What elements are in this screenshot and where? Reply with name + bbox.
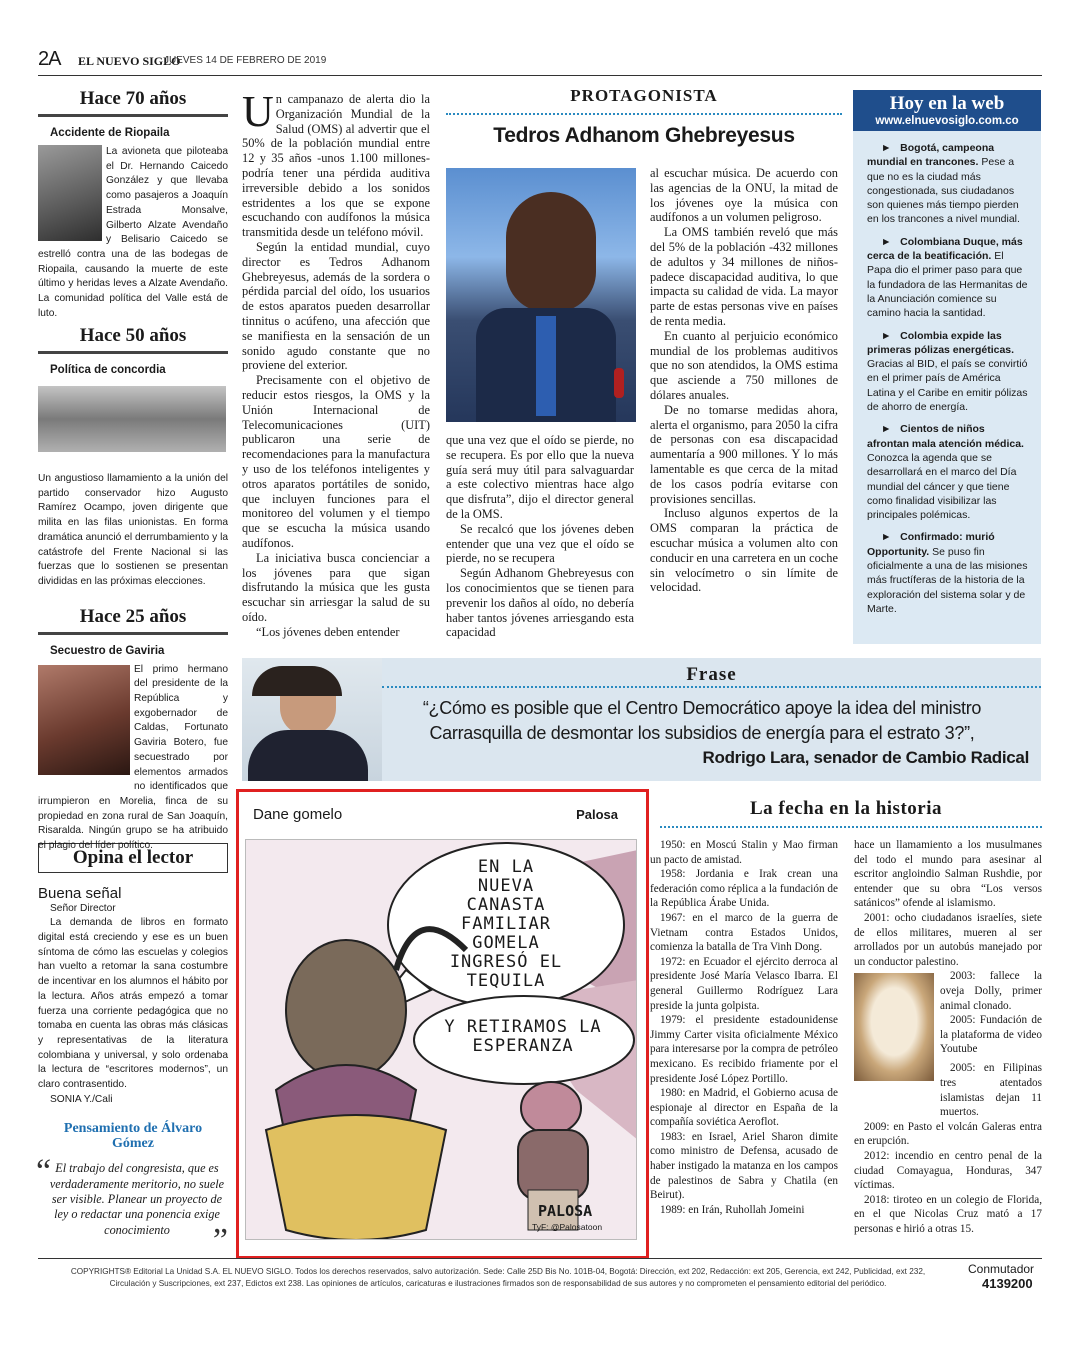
cartoon-highlight	[236, 789, 649, 1259]
historia-entry: hace un llamamiento a los musulmanes del todo el mundo para asesinar al escritor angloindio Salman Rushdie, por entender que su obra “Los versos satánicos” ofende al islamismo.	[854, 839, 1042, 910]
portrait-face	[506, 192, 596, 312]
concordia-photo	[38, 386, 226, 452]
col1-para: La iniciativa busca concienciar a los jóvenes para que sigan disfrutando la música que les gusta escuchar sin arriesgar la salud de su oído.	[242, 550, 430, 624]
conmutador-label: Conmutador	[968, 1262, 1035, 1276]
web-item[interactable]: ► Cientos de niños afrontan mala atención médica. Conozca la agenda que se desarrollará en el marco del Día mundial del cáncer y que tiene como finalidad visibilizar las principales polémicas.	[867, 423, 1024, 522]
web-item[interactable]: ► Colombiana Duque, más cerca de la beatificación. El Papa dio el primer paso para que la fundadora de las Hermanitas de la Anunciación comience su camino hacia la santidad.	[867, 235, 1028, 320]
col1-para: Según la entidad mundial, cuyo director es Tedros Adhanom Ghebreyesus, además de la sordera o pérdida parcial del oído, los usuarios de estos aparatos pueden desarrollar tinnitus o acúfeno, una afección que se manifiesta en la sensación de un sonido agudo constante que no proviene del exterior.	[242, 239, 430, 373]
frase-rule	[382, 686, 1041, 688]
opina-heading: Opina el lector	[38, 843, 228, 873]
protagonista-rule	[446, 113, 842, 115]
dolly-sheep-photo	[854, 973, 934, 1081]
portrait-hair	[252, 666, 342, 696]
historia-entry: 2003: fallece la oveja Dolly, primer animal clonado.	[940, 970, 1042, 1012]
historia-entry: 1989: en Irán, Ruhollah Jomeini	[660, 1203, 805, 1216]
frase-quote: “¿Cómo es posible que el Centro Democrático apoye la idea del ministro Carrasquilla de desmontar los subsidios de energía para el estrato 3?”,	[422, 698, 982, 743]
speech-bubble-2: Y RETIRAMOS LA ESPERANZA	[444, 1017, 602, 1056]
close-quote-icon: ”	[212, 1221, 228, 1259]
protagonista-col3	[650, 166, 838, 595]
hace25-text: El primo hermano del presidente de la República y exgobernador de Caldas, Fortunato Gaviria Botero, fue secuestrado por elementos armados no identificados que irrumpieron en Morelia, finca de su propiedad en zona rural de San Joaquín, Risaralda. Ningún grupo se ha atribuido el plagio del líder político.	[38, 663, 228, 852]
cartoon-credit: TyF: @Palosatoon	[532, 1222, 603, 1232]
hace50-heading: Hace 50 años	[38, 325, 228, 354]
col3-para: al escuchar música. De acuerdo con las agencias de la ONU, la mitad de los jóvenes oye la música con audífonos a un volumen peligroso.	[650, 166, 838, 225]
frase-heading: Frase	[686, 664, 737, 685]
hace25-subheading: Secuestro de Gaviria	[50, 644, 165, 657]
tedros-photo	[446, 168, 636, 422]
historia-entry: 2005: en Filipinas tres atentados islamistas dejan 11 muertos.	[940, 1062, 1042, 1119]
col3-para: Incluso algunos expertos de la OMS comparan la práctica de escuchar música a volumen alto con conducir en una carretera en un coche sin velocímetro o sin límite de velocidad.	[650, 506, 838, 595]
pensamiento-heading: Pensamiento de Álvaro Gómez	[63, 1121, 203, 1152]
web-url[interactable]: www.elnuevosiglo.com.co	[875, 115, 1019, 127]
historia-entry: 1979: el presidente estadounidense Jimmy Carter visita oficialmente México para interesarse por la compra de petróleo mexicano. Es recibido friamente por el presidente José López Portillo.	[650, 1014, 838, 1085]
cartoon-title: Dane gomelo	[253, 806, 343, 823]
web-item[interactable]: ► Bogotá, campeona mundial en trancones. Pese a que no es la ciudad más congestionada, sus ciudadanos son quienes más tiempo pierden en los trancones a nivel mundial.	[867, 142, 1020, 226]
arrow-icon: ►	[881, 531, 901, 544]
col1-para: Precisamente con el objetivo de reducir estos riesgos, la OMS y la Unión Internacional de Telecomunicaciones (UIT) publicaron una serie de recomendaciones para la manufactura y uso de los teléfonos inteligentes y otros aparatos portátiles de sonido, que incluyen funciones para el monitoreo del volumen y el tiempo que se escucha la música usando audífonos.	[242, 373, 430, 550]
microphone-icon	[614, 368, 624, 398]
historia-entry: 1980: en Madrid, el Gobierno acusa de espionaje al director en España de la compañía soviética Aeroflot.	[650, 1087, 838, 1129]
col2-para: Se recalcó que los jóvenes deben entender que una vez que el oído se pierde, no se recupera	[446, 521, 634, 566]
historia-heading: La fecha en la historia	[750, 798, 942, 819]
web-heading: Hoy en la web	[889, 93, 1005, 114]
col1-para: Un campanazo de alerta dio la Organización Mundial de la Salud (OMS) al advertir que el 50% de la población mundial entre 12 y 35 años -unos 1.100 millones- podría tener una pérdida auditiva irreversible debido a los sonidos estridentes a los que se expone escuchando con audífonos la música transmitida desde un teléfono móvil.	[242, 87, 430, 240]
newspaper-name: EL NUEVO SIGLO	[78, 54, 181, 68]
open-quote-icon: “	[36, 1153, 52, 1191]
col2-para: que una vez que el oído se pierde, no se recupera. Es por ello que la nueva guía será muy útil para salvaguardar a este colectivo mientras hace algo que disfruta”, dijo el director general de la OMS.	[446, 433, 634, 521]
page-number: 2A	[38, 48, 61, 70]
hace70-text: La avioneta que piloteaba el Dr. Hernando Caicedo González y que llevaba como pasajeros a Joaquín Estrada Monsalve, Gilberto Alzate Avendaño y Belisario Caicedo se estrelló contra una de las bodegas de Riopaila, causando la muerte de este último y heridas leves a Alzate Avendaño. La comunidad política del Valle está de luto.	[38, 146, 228, 319]
pensamiento-quote: El trabajo del congresista, que es verdaderamente meritorio, no suele ser visible. Planear un proyecto de ley o redactar una ponencia exige conocimiento	[49, 1161, 225, 1237]
col2-para: Según Adhanom Ghebreyesus con los conocimientos que se tienen para prevenir los daños al oído, no debería haber tantos jóvenes arriesgando esta capacidad	[446, 566, 634, 640]
hace70-heading: Hace 70 años	[38, 88, 228, 117]
historia-col1	[650, 838, 838, 1217]
historia-entry: 2001: ocho ciudadanos israelíes, siete de ellos militares, mueren al ser arrollados por un autobús manejado por un conductor palestino.	[854, 911, 1042, 968]
hace70-subheading: Accidente de Riopaila	[50, 127, 170, 139]
web-item[interactable]: ► Confirmado: murió Opportunity. Se puso fin oficialmente a una de las misiones más fructíferas de la historia de la exploración del sistema solar y de Marte.	[867, 531, 1028, 615]
footer-rule	[38, 1258, 1042, 1259]
cartoon-image	[245, 839, 637, 1240]
historia-entry: 1972: en Ecuador el ejército derroca al presidente José María Velasco Ibarra. El general Guillermo Rodríguez Lara preside la junta golpista.	[650, 955, 838, 1012]
col1-para: “Los jóvenes deben entender	[256, 624, 400, 639]
left-column	[36, 88, 228, 1259]
col3-para: En cuanto al perjuicio económico mundial de los problemas auditivos que no son atendidos, la OMS estima que asciende a 750 millones de dólares anuales.	[650, 328, 838, 402]
portrait-suit	[248, 730, 368, 781]
web-box	[853, 90, 1041, 644]
hace25-heading: Hace 25 años	[38, 606, 228, 635]
historia-entry: 1967: en el marco de la guerra de Vietnam contra Estados Unidos, comienza la batalla de Tra Vinh Dong.	[650, 911, 838, 954]
arrow-icon: ►	[881, 235, 901, 248]
col3-para: La OMS también reveló que más del 5% de la población -432 millones de adultos y 34 millones de niños- padece discapacidad auditiva, lo que impacta su calidad de vida. La mayor parte de estas personas vive en países de renta media.	[650, 225, 838, 328]
protagonista-col2	[446, 433, 634, 640]
col3-para: De no tomarse medidas ahora, alerta el organismo, para 2050 la cifra de personas con esa discapacidad aumentaría a 900 millones. Y lo más lamentable es que cerca de la mitad de los casos podría evitarse con provisiones sencillas.	[650, 402, 838, 506]
frase-author: Rodrigo Lara, senador de Cambio Radical	[702, 748, 1029, 767]
protagonista-col1	[242, 87, 430, 639]
arrow-icon: ►	[881, 423, 901, 436]
historia-entry: 1983: en Israel, Ariel Sharon dimite como ministro de Defensa, acusado de haber instigado la matanza en los campos de palestinos de Sabra y Chatila (en Beirut).	[650, 1130, 838, 1202]
conmutador-number: 4139200	[982, 1276, 1033, 1291]
historia-entry: 1958: Jordania e Irak crean una federación como réplica a la fundación de la República Árabe Unida.	[650, 868, 838, 910]
letter-title: Buena señal	[38, 884, 122, 902]
drop-cap: U	[242, 87, 274, 136]
masthead	[38, 48, 1042, 76]
footer-copyright: COPYRIGHTS® Editorial La Unidad S.A. EL NUEVO SIGLO. Todos los derechos reservados, salvo autorización. Sede: Calle 25D Bis No. 101B-04, Bogotá: Dirección, ext 202, Redacción: ext 205, Gerencia, ext 242, Publicidad, ext 232, Circulación y Suscripciones, ext 237, Edictos ext 238. Las opiniones de artículos, caricaturas e ilustraciones firmados son de responsabilidad de sus autores y no comprometen el pensamiento editorial del periódico.	[70, 1267, 926, 1288]
arrow-icon: ►	[881, 329, 901, 342]
historia-col2	[854, 838, 1042, 1236]
dolly-entries	[940, 969, 1042, 1057]
letter-signature: SONIA Y./Cali	[50, 1093, 113, 1105]
issue-date: JUEVES 14 DE FEBRERO DE 2019	[164, 55, 327, 66]
hace50-subheading: Política de concordia	[50, 364, 166, 376]
protagonista-name: Tedros Adhanom Ghebreyesus	[493, 124, 795, 147]
cartoon-signature: PALOSA	[538, 1202, 593, 1220]
lara-photo	[242, 658, 382, 781]
historia-entry: 2005: Fundación de la plataforma de video Youtube	[940, 1014, 1042, 1056]
historia-entry: 2012: incendio en centro penal de la ciudad Comayagua, Honduras, 347 víctimas.	[854, 1149, 1042, 1192]
web-item[interactable]: ► Colombia expide las primeras pólizas energéticas. Gracias al BID, el país se convirtió en el primer país de América Latina y el Caribe en emitir pólizas de ahorro de energía.	[867, 329, 1028, 414]
historia-entry: 2018: tiroteo en un colegio de Florida, en el que Nicolas Cruz mató a 17 personas e hirió a otras 15.	[854, 1193, 1042, 1235]
letter-text: La demanda de libros en formato digital está creciendo y ese es un buen síntoma de cómo las escuelas y colegios han vuelto a retomar la sana costumbre de incentivar en los alumnos el hábito por la lectura. Años atrás empezó a tomar fuerza una corriente pedagógica que no tomaba en cuenta las obras más clásicas y representativas de la literatura colombiana y universal, y solo ordenaba la lectura de “escritores modernos”, un claro contrasentido.	[38, 917, 228, 1091]
historia-entry: 1950: en Moscú Stalin y Mao firman un pacto de amistad.	[650, 839, 838, 866]
arrow-icon: ►	[881, 142, 901, 154]
portrait-tie	[536, 316, 556, 416]
frase-box	[242, 658, 1041, 781]
historia-rule	[660, 826, 1042, 828]
hace50-text: Un angustioso llamamiento a la unión del partido conservador hizo Augusto Ramírez Ocampo, joven dirigente que milita en las filas unionistas. En forma dramática anunció el derrumbamiento y la catástrofe del Frente Nacional si las fuerzas que lo sostienen se presentan divididas en las próximas elecciones.	[38, 473, 228, 587]
protagonista-section: PROTAGONISTA	[570, 86, 718, 105]
speech-bubble-1: EN LA NUEVA CANASTA FAMILIAR GOMELA INGRESÓ EL TEQUILA	[449, 857, 563, 991]
cartoon-author: Palosa	[576, 807, 618, 822]
letter-salutation: Señor Director	[50, 902, 116, 914]
historia-entry: 2009: en Pasto el volcán Galeras entra en erupción.	[854, 1120, 1042, 1148]
